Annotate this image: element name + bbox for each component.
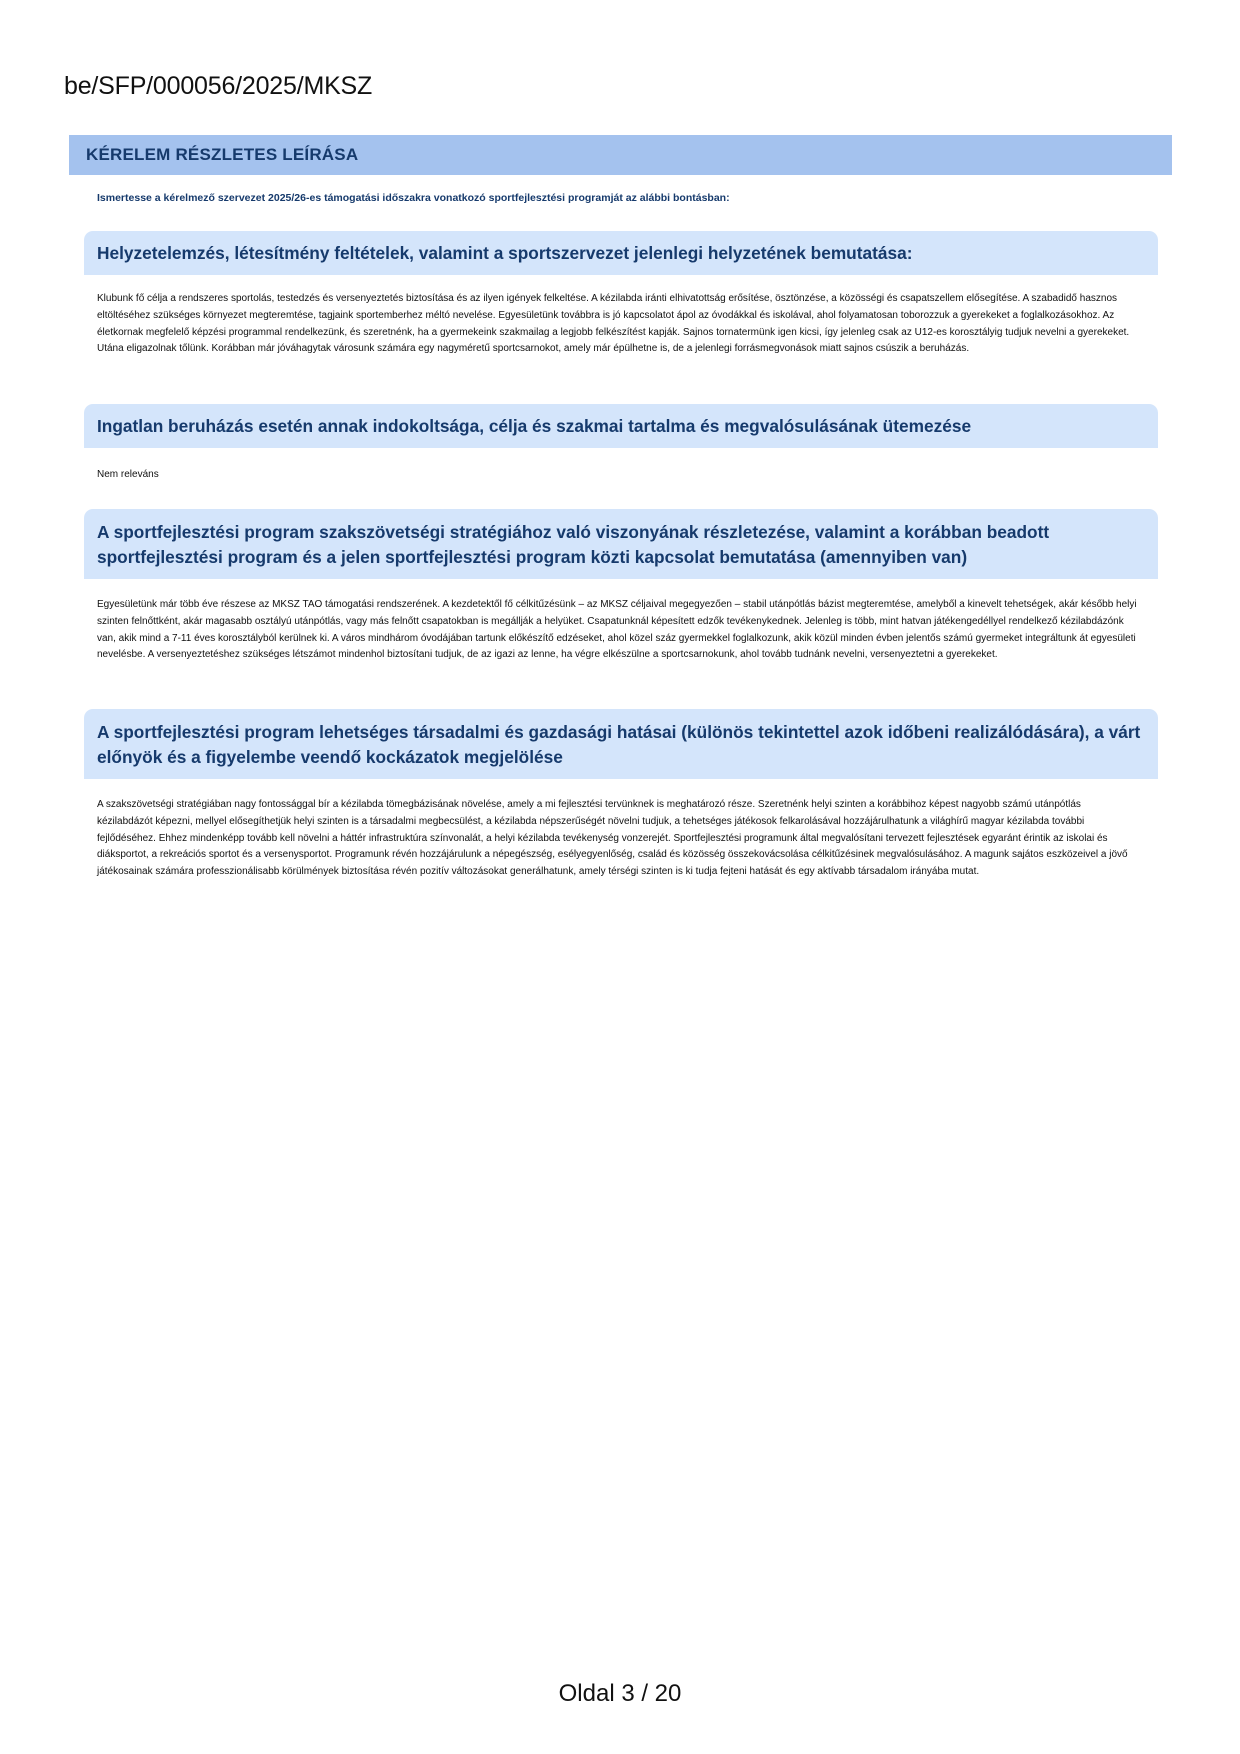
section-title: A sportfejlesztési program lehetséges társadalmi és gazdasági hatásai (különös tekintettel azok időbeni realizálódására), a várt előnyök és a figyelembe veendő kockázatok megjelölése	[97, 722, 1141, 767]
main-header	[69, 135, 1172, 175]
section-title: Helyzetelemzés, létesítmény feltételek, valamint a sportszervezet jelenlegi helyzetének bemutatása:	[97, 242, 913, 263]
section-header-real-estate	[84, 404, 1158, 448]
section-body-strategy: Egyesületünk már több éve részese az MKSZ TAO támogatási rendszerének. A kezdetektől fő célkitűzésünk – az MKSZ céljaival megegyezően – stabil utánpótlás bázist megteremtése, amelyből a kinevelt tehetségek, akár később helyi szinten felnőttként, akár magasabb osztályú utánpótlás, vagy más felnőtt csapatokban is megállják a helyüket. Csapatunknál képesített edzők tevékenykednek. Jelenleg is több, mint hatvan játékengedéllyel rendelkező kézilabdázónk van, akik mind a 7-11 éves korosztályból kerülnek ki. A város mindhárom óvodájában tartunk előkészítő edzéseket, ahol közel száz gyermekkel foglalkozunk, akik közül minden évben jelentős számú gyermeket integráltunk át egyesületi nevelésbe. A versenyeztetéshez szükséges létszámot mindenhol biztosítani tudjuk, de az igazi az lenne, ha végre elkészülne a sportcsarnokunk, ahol tovább tudnánk nevelni, versenyeztetni a gyerekeket.	[97, 599, 1137, 661]
section-body-real-estate: Nem releváns	[97, 469, 159, 480]
section-body-situation: Klubunk fő célja a rendszeres sportolás, testedzés és versenyeztetés biztosítása és az ilyen igények felkeltése. A kézilabda iránti elhivatottság erősítése, ösztönzése, a közösségi és csapatszellem elősegítése. A szabadidő hasznos eltöltéséhez szükséges környezet megteremtése, tagjaink sportemberhez méltó nevelése. Egyesületünk továbbra is jó kapcsolatot ápol az óvodákkal és iskolával, ahol folyamatosan toborozzuk a gyerekeket a foglalkozásokhoz. Az életkornak megfelelő képzési programmal rendelkezünk, és szeretnénk, ha a gyermekeink szakmailag a legjobb felkészítést kapják. Sajnos tornatermünk igen kicsi, így jelenleg csak az U12-es korosztályig tudjuk nevelni a gyerekeket. Utána eligazolnak tőlünk. Korábban már jóváhagytak városunk számára egy nagyméretű sportcsarnokot, amely már épülhetne is, de a jelenlegi forrásmegvonások miatt sajnos csúszik a beruházás.	[97, 293, 1130, 355]
section-header-strategy	[84, 509, 1158, 579]
page-number: Oldal 3 / 20	[558, 1680, 682, 1707]
section-body-impacts: A szakszövetségi stratégiában nagy fontossággal bír a kézilabda tömegbázisának növelése, amely a mi fejlesztési tervünknek is meghatározó része. Szeretnénk helyi szinten a korábbihoz képest nagyobb számú utánpótlás kézilabdázót képezni, mellyel elősegíthetjük helyi szinten is a társadalmi megbecsülést, a kézilabda népszerűségét növelni tudjuk, a tehetséges játékosok felkarolásával hozzájárulhatunk a világhírű magyar kézilabda további fejlődéséhez. Ehhez mindenképp tovább kell növelni a háttér infrastruktúra színvonalát, a helyi kézilabda tevékenység vonzerejét. Sportfejlesztési programunk által megvalósítani tervezett fejlesztések egyaránt érintik az iskolai és diáksportot, a rekreációs sportot és a versenysportot. Programunk révén hozzájárulunk a népegészség, esélyegyenlőség, család és közösség összekovácsolása célkitűzésinek megvalósulásához. A magunk sajátos eszközeivel a jövő játékosainak számára professzionálisabb körülmények biztosítása révén pozitív változásokat generálhatunk, amely térségi szinten is ki tudja fejteni hatását és egy aktívabb társadalom irányába mutat.	[97, 799, 1128, 878]
section-title: Ingatlan beruházás esetén annak indokoltsága, célja és szakmai tartalma és megvalósulásának ütemezése	[97, 415, 972, 436]
main-header-title: KÉRELEM RÉSZLETES LEÍRÁSA	[86, 145, 359, 164]
section-title: A sportfejlesztési program szakszövetségi stratégiához való viszonyának részletezése, valamint a korábban beadott sportfejlesztési program és a jelen sportfejlesztési program közti kapcsolat bemutatása (amennyiben van)	[97, 522, 1050, 567]
document-id: be/SFP/000056/2025/MKSZ	[64, 72, 373, 100]
section-header-situation	[84, 231, 1158, 275]
intro-text: Ismertesse a kérelmező szervezet 2025/26-es támogatási időszakra vonatkozó sportfejlesztési programját az alábbi bontásban:	[97, 192, 730, 204]
section-header-impacts	[84, 709, 1158, 779]
